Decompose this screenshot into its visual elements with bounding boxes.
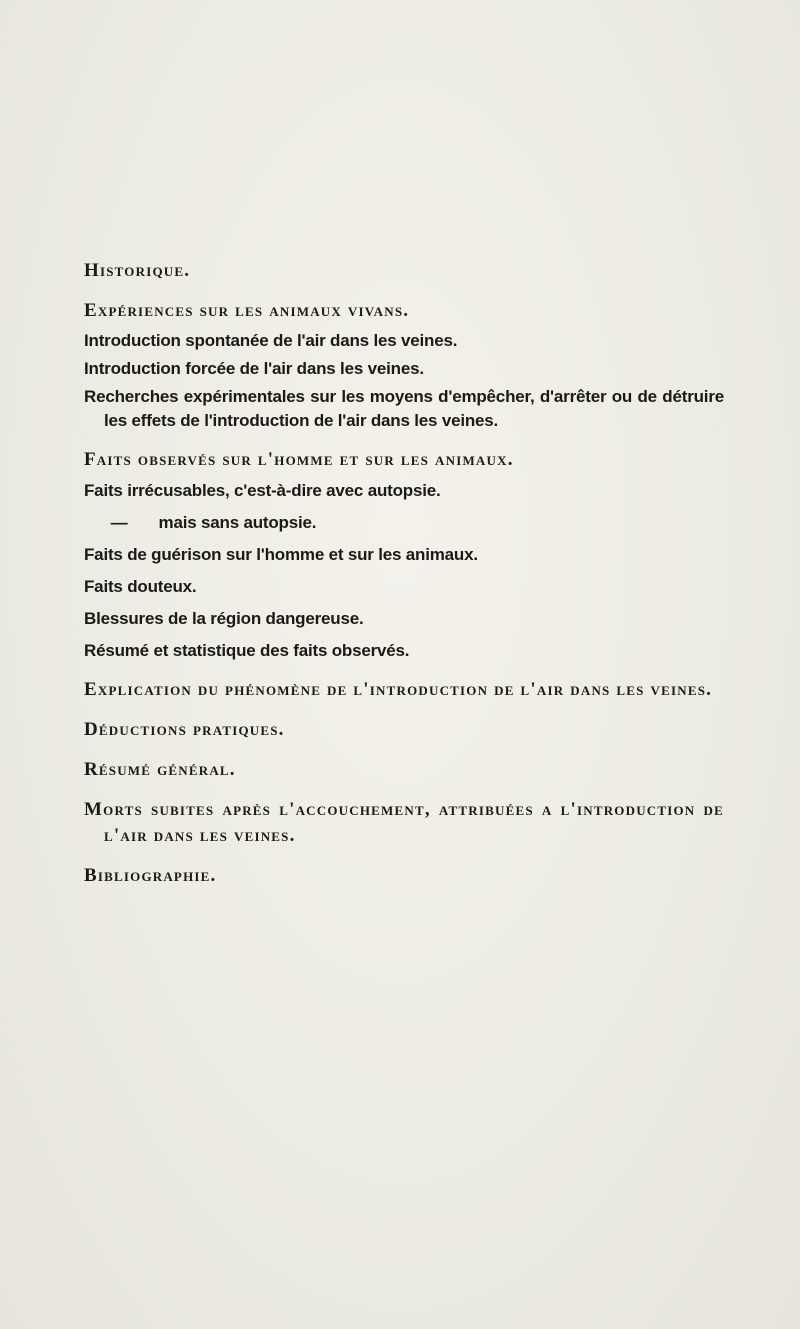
entry-resume-statistique: Résumé et statistique des faits observés. — [84, 641, 410, 660]
heading-morts-subites: Morts subites après l'accouchement, attribuées a l'introduction de l'air dans les veines. — [84, 799, 724, 846]
heading-experiences: Expériences sur les animaux vivans. — [84, 300, 410, 321]
entry-introduction-spontanee: Introduction spontanée de l'air dans les veines. — [84, 331, 458, 350]
entry-introduction-forcee: Introduction forcée de l'air dans les veines. — [84, 359, 424, 378]
heading-deductions: Déductions pratiques. — [84, 719, 285, 740]
heading-historique: Historique. — [84, 260, 191, 281]
entry-faits-guerison: Faits de guérison sur l'homme et sur les animaux. — [84, 545, 478, 564]
entry-sans-autopsie — [84, 511, 724, 535]
entry-faits-douteux: Faits douteux. — [84, 577, 197, 596]
heading-bibliographie: Bibliographie. — [84, 865, 217, 886]
table-of-contents — [84, 258, 724, 889]
entry-recherches-experimentales: Recherches expérimentales sur les moyens d'empêcher, d'arrêter ou de détruire les effets de l'introduction de l'air dans les veines. — [84, 387, 724, 430]
heading-faits-observes: Faits observés sur l'homme et sur les animaux. — [84, 449, 514, 470]
heading-resume-general: Résumé général. — [84, 759, 236, 780]
heading-explication: Explication du phénomène de l'introduction de l'air dans les veines. — [84, 679, 713, 700]
entry-sans-autopsie-text: mais sans autopsie. — [158, 513, 317, 532]
entry-blessures: Blessures de la région dangereuse. — [84, 609, 364, 628]
entry-faits-irrecusables: Faits irrécusables, c'est-à-dire avec autopsie. — [84, 481, 441, 500]
ditto-dash: — — [110, 513, 128, 532]
